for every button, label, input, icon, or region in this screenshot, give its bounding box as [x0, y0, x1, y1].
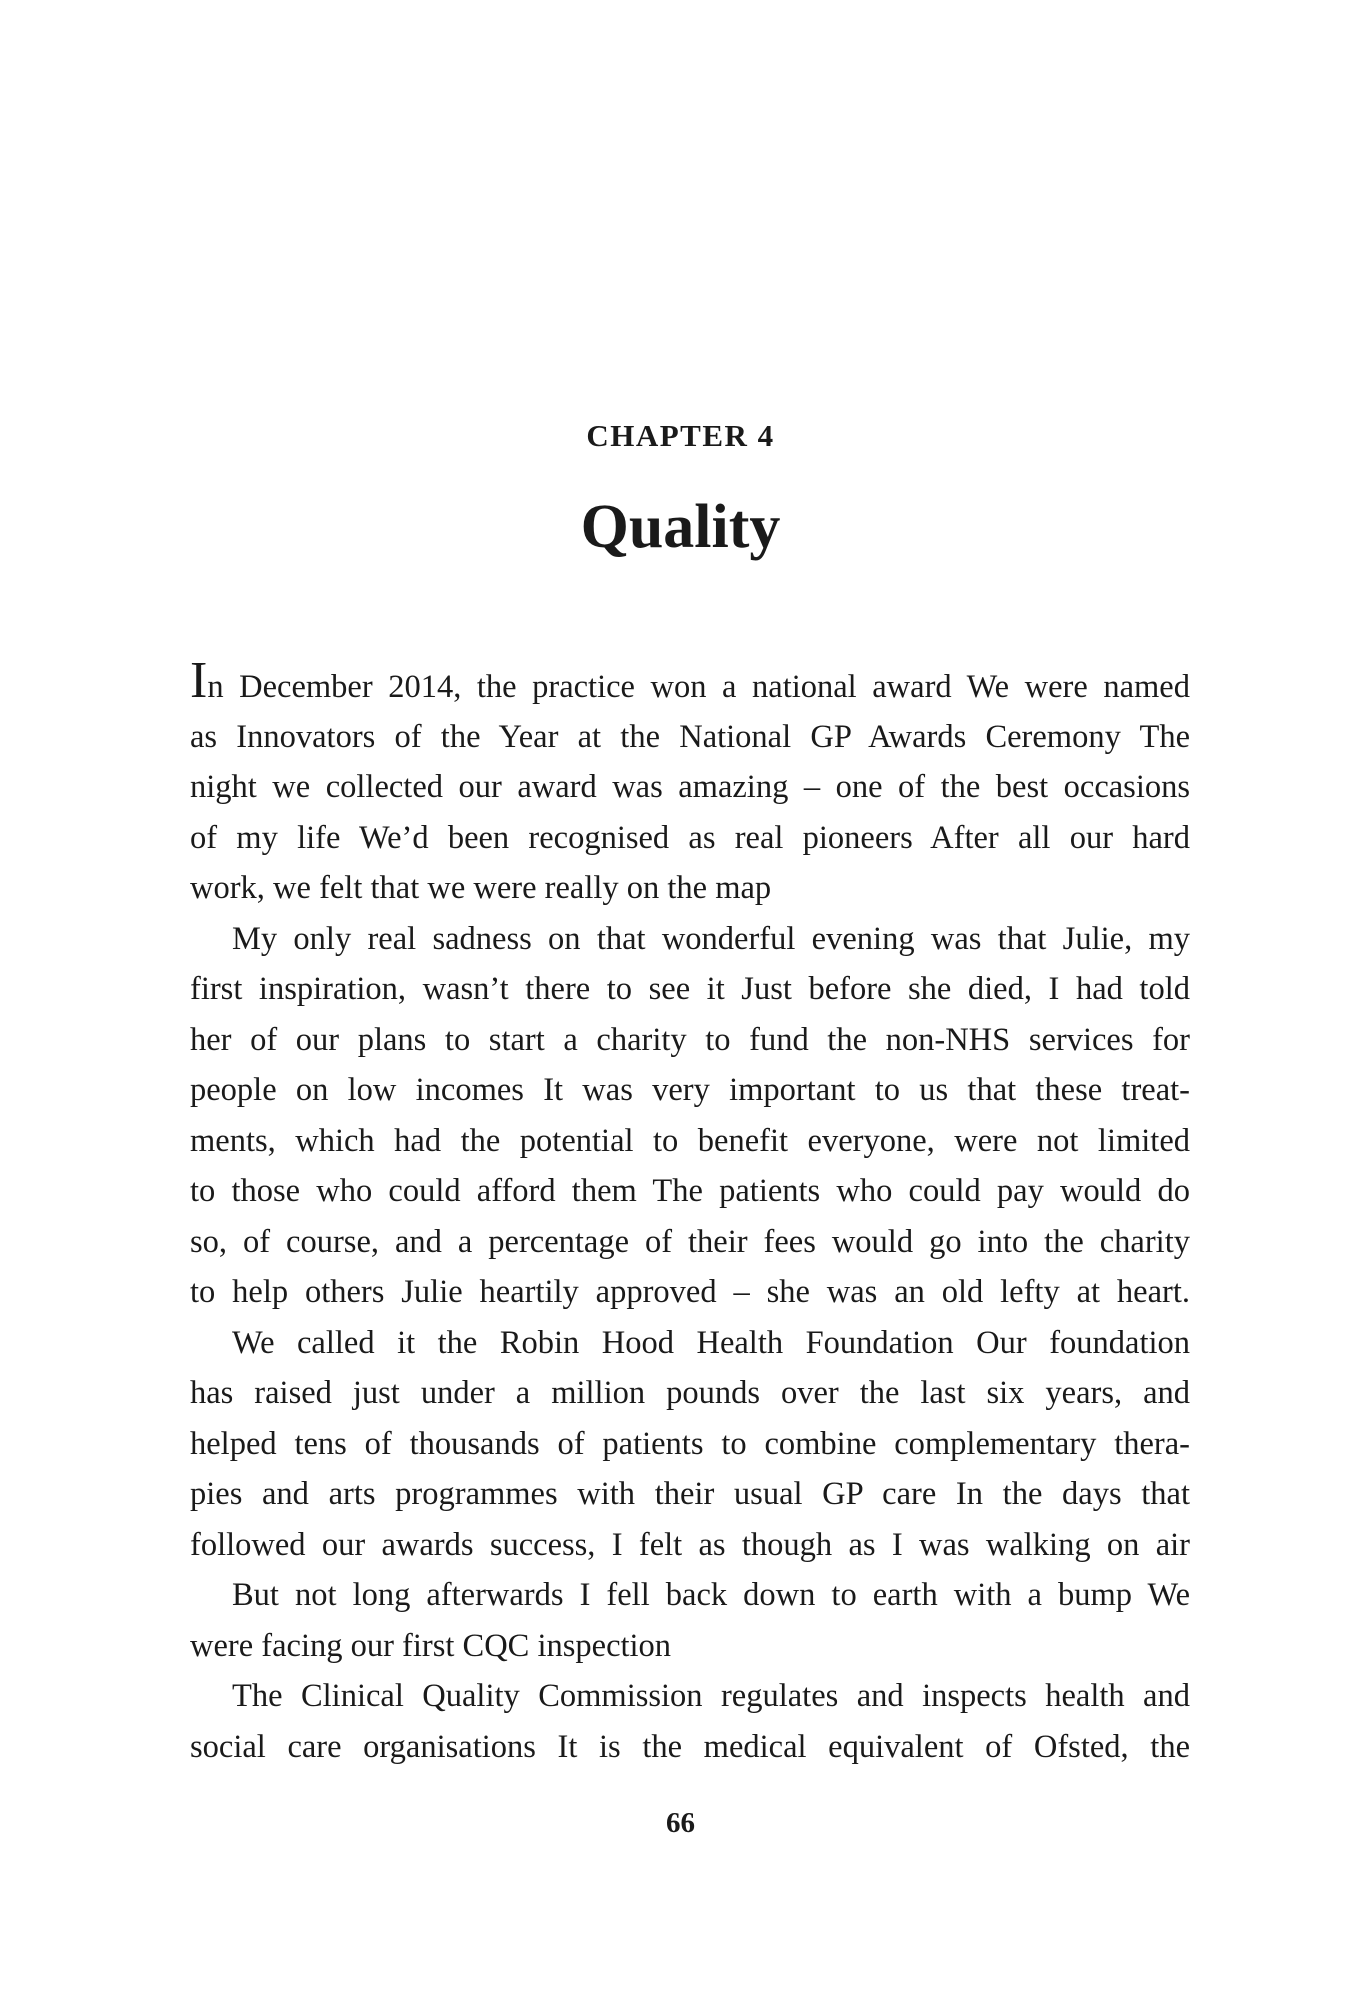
text-line: were facing our first CQC inspection	[190, 1627, 672, 1664]
text-line: night we collected our award was amazing – one of the best occasions	[190, 769, 1190, 805]
text-line: But not long afterwards I fell back down to earth with a bump We	[232, 1577, 1190, 1613]
text-line-content: n December 2014, the practice won a national award We were named	[207, 669, 1190, 705]
text-line: helped tens of thousands of patients to combine complementary thera-	[190, 1425, 1190, 1462]
text-line: to those who could afford them The patients who could pay would do	[190, 1173, 1190, 1209]
text-line: pies and arts programmes with their usual GP care In the days that	[190, 1476, 1190, 1512]
text-line: so, of course, and a percentage of their fees would go into the charity	[190, 1223, 1190, 1260]
page-number: 66	[666, 1807, 695, 1839]
text-line: as Innovators of the Year at the National GP Awards Ceremony The	[190, 718, 1190, 755]
text-line: We called it the Robin Hood Health Foundation Our foundation	[232, 1324, 1190, 1361]
text-line: people on low incomes It was very important to us that these treat-	[190, 1072, 1190, 1108]
text-line	[190, 652, 1190, 712]
text-line: My only real sadness on that wonderful evening was that Julie, my	[232, 920, 1190, 957]
text-line: ments, which had the potential to benefit everyone, were not limited	[190, 1122, 1190, 1159]
chapter-title: Quality	[580, 493, 781, 561]
text-line: work, we felt that we were really on the map	[190, 870, 772, 906]
drop-cap: I	[190, 652, 208, 709]
text-line: first inspiration, wasn’t there to see it Just before she died, I had told	[190, 971, 1190, 1007]
body-text	[190, 652, 1190, 1772]
text-line: social care organisations It is the medical equivalent of Ofsted, the	[190, 1728, 1190, 1765]
text-line: The Clinical Quality Commission regulates and inspects health and	[232, 1678, 1190, 1714]
text-line: has raised just under a million pounds over the last six years, and	[190, 1375, 1190, 1411]
text-line: her of our plans to start a charity to fund the non-NHS services for	[190, 1021, 1190, 1058]
text-line: of my life We’d been recognised as real pioneers After all our hard	[190, 819, 1190, 856]
text-line: to help others Julie heartily approved – she was an old lefty at heart.	[190, 1274, 1190, 1310]
chapter-label: CHAPTER 4	[586, 418, 775, 453]
text-line: followed our awards success, I felt as though as I was walking on air	[190, 1526, 1190, 1563]
